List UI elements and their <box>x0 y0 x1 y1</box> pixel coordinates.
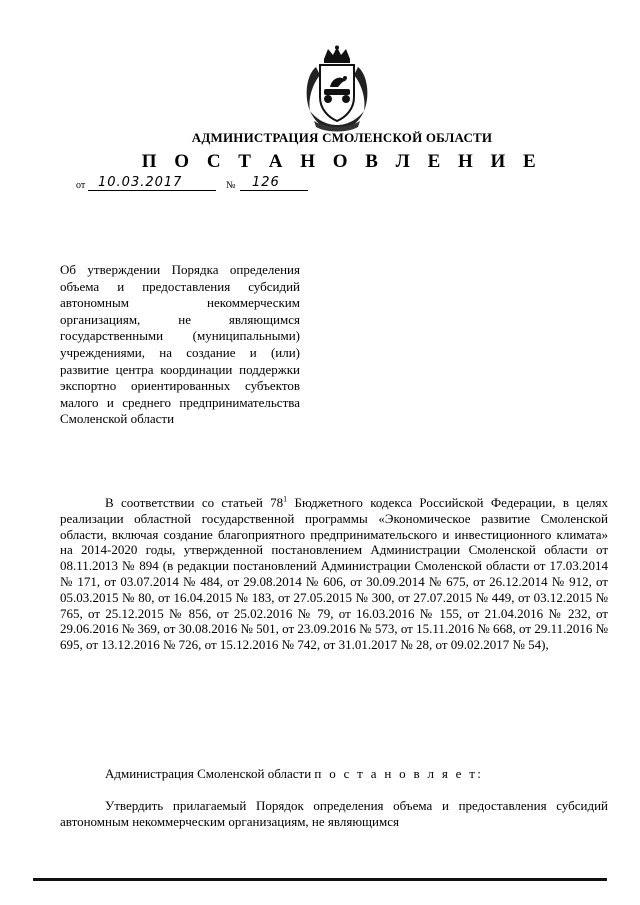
resolution-verb: п о с т а н о в л я е т: <box>314 766 484 781</box>
number-label: № <box>226 180 236 191</box>
number-value: 126 <box>252 175 280 190</box>
document-subject: Об утверждении Порядка определения объема и предоставления субсидий автономным некоммерческим организациям, не являющимся государственными (муниципальными) учреждениями, на создание и (или) развитие центра координации поддержки экспортно ориентированных субъектов малого и среднего предпринимательства Смоленской области <box>60 262 300 427</box>
page-bottom-rule <box>33 878 607 881</box>
number-underline <box>240 190 308 191</box>
resolution-subject: Администрация Смоленской области <box>105 766 315 781</box>
article-superscript: 1 <box>283 494 288 504</box>
approval-paragraph: Утвердить прилагаемый Порядок определения объема и предоставления субсидий автономным некоммерческим организациям, не являющимся <box>60 798 608 829</box>
preamble-paragraph <box>60 495 608 653</box>
organization-title: АДМИНИСТРАЦИЯ СМОЛЕНСКОЙ ОБЛАСТИ <box>191 130 493 145</box>
preamble-text-rest: Бюджетного кодекса Российской Федерации, в целях реализации областной государственной программы «Экономическое развитие Смоленской области, включая создание благоприятного предпринимательского и инвестиционного климата» на 2014-2020 годы, утвержденной постановлением Администрации Смоленской области от 08.11.2013 № 894 (в редакции постановлений Администрации Смоленской области от 17.03.2014 № 171, от 03.07.2014 № 484, от 29.08.2014 № 606, от 30.09.2014 № 675, от 26.12.2014 № 912, от 05.03.2015 № 80, от 16.04.2015 № 183, от 27.05.2015 № 300, от 27.07.2015 № 449, от 03.12.2015 № 765, от 25.12.2015 № 856, от 25.02.2016 № 79, от 16.03.2016 № 155, от 21.04.2016 № 232, от 29.06.2016 № 369, от 30.08.2016 № 501, от 23.09.2016 № 573, от 15.11.2016 № 668, от 29.11.2016 № 695, от 13.12.2016 № 726, от 15.12.2016 № 742, от 31.01.2017 № 28, от 09.02.2017 № 54), <box>60 495 609 653</box>
document-type: П О С Т А Н О В Л Е Н И Е <box>141 151 543 172</box>
smolensk-coat-of-arms-icon <box>302 45 372 133</box>
date-label: от <box>76 180 86 191</box>
date-underline <box>88 190 216 191</box>
preamble-text-start: В соответствии со статьей 78 <box>105 495 284 510</box>
date-value: 10.03.2017 <box>98 175 183 190</box>
resolution-paragraph <box>60 766 608 782</box>
